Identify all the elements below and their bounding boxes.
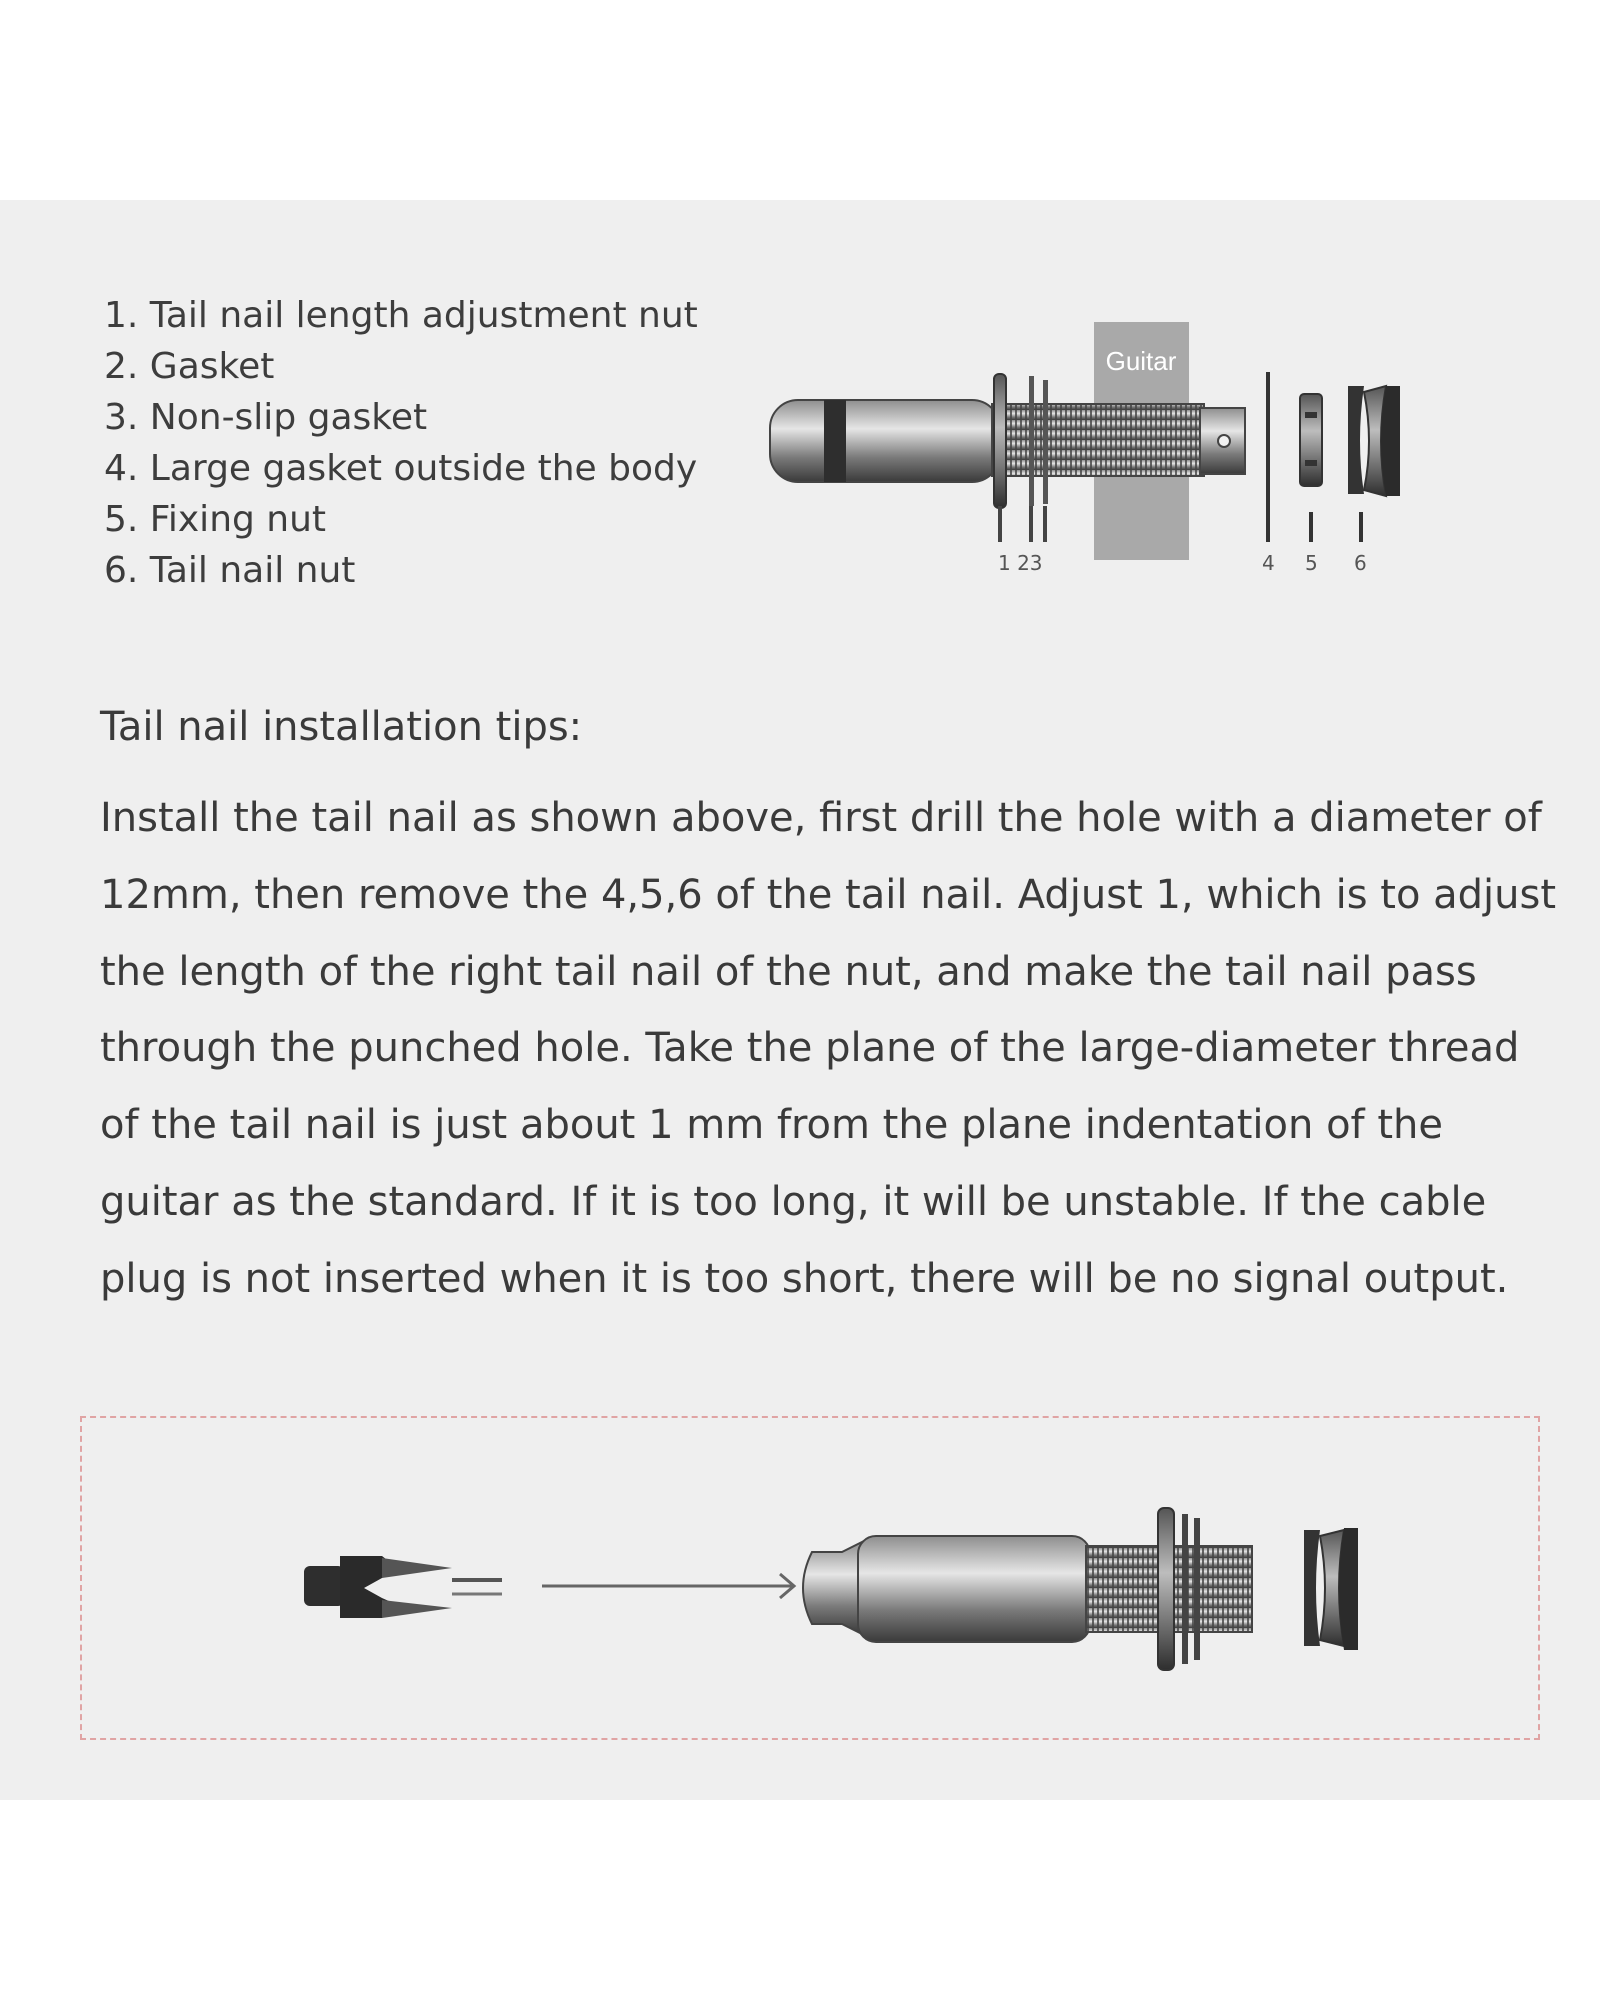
parts-list [104,290,698,596]
part-item-1: 1. Tail nail length adjustment nut [104,295,698,336]
tips-title: Tail nail installation tips: [100,704,583,750]
part-2-gasket [1029,376,1034,506]
part-1-adjustment-nut [994,374,1006,508]
callout-4: 4 [1262,551,1275,575]
tips-line: Install the tail nail as shown above, first drill the hole with a diameter of [100,795,1542,841]
callout-1-2-3: 1 23 [998,551,1043,575]
assembled-tail-nail-icon [803,1508,1358,1670]
plug-into-tail-nail-svg [82,1418,1538,1738]
tips-line: guitar as the standard. If it is too long, it will be unstable. If the cable [100,1178,1487,1225]
callout-5: 5 [1305,551,1318,575]
part-4-large-gasket [1266,372,1270,542]
tail-nail-black-band [824,400,846,482]
part-item-2: 2. Gasket [104,346,275,387]
plug-insertion-illustration [80,1416,1540,1740]
tail-nail-exploded-diagram [760,300,1420,600]
tips-body [100,780,1557,1318]
tail-nail-pin-hole [1218,435,1230,447]
part-item-4: 4. Large gasket outside the body [104,448,698,489]
part-5-fixing-nut [1300,394,1322,486]
tail-nail-barrel [770,400,1000,482]
guitar-label: Guitar [1105,346,1177,376]
cable-plug-icon [304,1556,502,1618]
tips-line: through the punched hole. Take the plane of the large-diameter thread [100,1025,1520,1072]
tail-nail-thread [992,404,1204,476]
tips-line: of the tail nail is just about 1 mm from the plane indentation of the [100,1102,1443,1149]
part-3-non-slip-gasket [1043,380,1048,504]
part-item-3: 3. Non-slip gasket [104,397,428,438]
tips-line: 12mm, then remove the 4,5,6 of the tail nail. Adjust 1, which is to adjust [100,871,1557,918]
tips-line: plug is not inserted when it is too short, there will be no signal output. [100,1255,1509,1302]
part-item-5: 5. Fixing nut [104,499,327,540]
part-6-tail-nail-nut [1348,386,1364,494]
part-item-6: 6. Tail nail nut [104,550,356,591]
insertion-arrow-icon [542,1574,794,1598]
tips-line: the length of the right tail nail of the nut, and make the tail nail pass [100,948,1477,995]
callout-6: 6 [1354,551,1367,575]
